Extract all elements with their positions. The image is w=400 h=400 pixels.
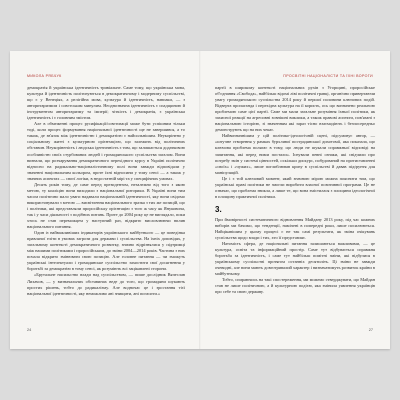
left-paragraph-5: «Брутальне насильство влади над суспільством, — пише дослідник Вячеслав Лихачов, — у визначальних обставинах веде до того, що громадяни шукають простих рішень, тобто до радикалізму. Але водночас це і зростання тієї національної ідентичності, яку неможливо ані знищити, ані погасити.» — [27, 272, 185, 296]
left-paragraph-1: демократія й українська ідентичність тривіальне. Саме тому, що українська мова, культура й ідентичність політизуються в демократичному і модерному суспільстві, що є у Венеціях, а релігійна мова, культура й ідентичність, навпаки, — з авторитаризмом і совєтським минулим. Неоднозначна ідентичність є спадщиною й інструментом авторитаризму та імперії; чіткість і демократія, є українська ідентичність і є головним змістом. — [27, 85, 185, 121]
right-paragraph-3: Це і є той ключовий момент, який значною мірою можна пояснити тим, що українські праві політики не змогли виробити власної позитивної програми. Це не означає, що проблема зникла, а лише те, що вона змістилася з площини ідеологічної в площину практичної політики. — [215, 175, 375, 199]
right-paragraph-1: партії в широкому контексті національних рухів з Угорщині, проросійське об'єднання «Свобода», найбільш відомі ліві політичні гравці, органічно привертаючи увагу громадянського суспільства 2014 року й першої половини ключових подій. Відверта пропаганда і перехідна культура на її користь, ось що визначено реальною проблемою саме цієї партії. Саме ми мали загальне розуміння їхньої політики, як захисної реакції на агресивні зовнішні виклики, а також правові аспекти, пов'язані з національною історією, зі значенням які зараз тісно взаємодіють і безпосередньо демонструють що на них чекає. — [215, 85, 376, 133]
left-page — [10, 51, 200, 349]
left-paragraph-3: Десять років тому, де саме перед президентом, незалежно від того з якою метою, ту коаліцію вони виходили з національної риторики. В Україні вони тим часом політично мало уваги надавали національній ідентичності, яку вони свідомо використовували з метою — висвітлення національного зразка з тих же позицій, що і політики, які представляли проросійську орієнтацію з того ж часу як Януковича, так і у часи діяльності з подібних питань. Проте до 2004 року це не виглядало, поки хтось не став переможцем у наступний раз, відкрито висловлюючи вплив національного питання. — [27, 181, 185, 230]
left-running-head: МИКОЛА РЯБЧУК — [27, 74, 62, 78]
right-paragraph-2: Найвизначнішим у цій політико-ідеологічній сцені, підсумовує автор, — «штучне створення у рамках бурхливої пострадянської дихотомії, яка показала, що ключова проблема полягає в тому, що люди не шукали справжньої відповіді на запитання, які перед ними постали». Існували певні ознаки, які свідчили про потребу змін у системі цінностей, оскільки дискурс, побудований на протиставленні «своїх» і «чужих», лише поглиблював кризу в суспільстві й давав підґрунтя для маніпуляцій. — [215, 133, 375, 175]
right-paragraph-4: При ймовірності систематичного відновлення Майдану 2013 року, під час кожних виборів ми бачимо, що тенденції, намічені в попередні роки, лише посилюються. Найцікавішим у цьому процесі є не так самі результати, як зміна очікувань суспільства щодо влади і тих, хто її представляє. — [215, 216, 375, 241]
section-number: 3. — [215, 204, 222, 214]
right-text-column — [215, 85, 375, 296]
book-spread — [10, 51, 390, 349]
right-paragraph-5: Натомість сфера, де національні питання залишаються важливими, — це культура, освіта та інформаційний простір. Саме тут відбувається справжня боротьба за ідентичність, і саме тут найбільш помітні зміни, які відбулися в українському суспільстві протягом останніх десятиліть. Ці зміни не завжди очевидні, але вони мають довготривалий характер і визначатимуть розвиток країни в майбутньому. — [215, 241, 375, 277]
left-paragraph-2: Але в обмеженні процес русифікації/совєтизації може бути успішним тільки тоді, коли процес формування національної ідентичності ще не завершився, а то також, де зв'язок між ідентичністю і демократією є найсильнішим. Неукорінено у соціальному житті з культурною орієнтацією, що залежить від політичних обставин. Неукоріненість і людська ідентичність є тим, що залишається додатковою особливістю своїх стурбованих людей і громадянського суспільства загалом. Вони визнали, що розчарування демократичного перехідного курсу в Україні політично відносно на радикально-націоналістичному полі вони завжди відповідали у значенні національним кольором, проте їхні відносини у тому сенсі — а також у значних аспектах — своєї логіки, в недостатній мірі та у специфічних умовах. — [27, 121, 185, 181]
left-page-number: 24 — [27, 328, 32, 332]
right-running-head: ПРОСВІТНІ НАЦІОНАЛІСТИ ТА ЇХНІ ВОРОГИ — [283, 74, 373, 78]
right-page — [200, 51, 390, 349]
left-text-column — [27, 85, 185, 297]
right-paragraph-6: Тобто, спираючись на такі спостереження, ми можемо стверджувати, що Майдан став не лише політичною, а й культурною подією, яка змінила уявлення українців про себе та свою державу. — [215, 277, 375, 295]
left-paragraph-4: Один із найважливіших індикаторів українського майбутнього — це поведінка правлячої еліти в умовах загрози для держави і суспільства. На їхніх доповідях, у загальному контексті демократичного розвитку, значно відрізнялися у підтримці між нашими політиками і проросійським, до зміни 2004—2014 років. Частина з них почала відкрито змінювати свою позицію. Але головне питання — чи зможуть українські інтелектуали і громадянське суспільство захистити свої досягнення у боротьбі за демократію в тому сенсі, як розуміють всі зацікавлені сторони. — [27, 230, 185, 272]
right-page-number: 27 — [368, 328, 373, 332]
